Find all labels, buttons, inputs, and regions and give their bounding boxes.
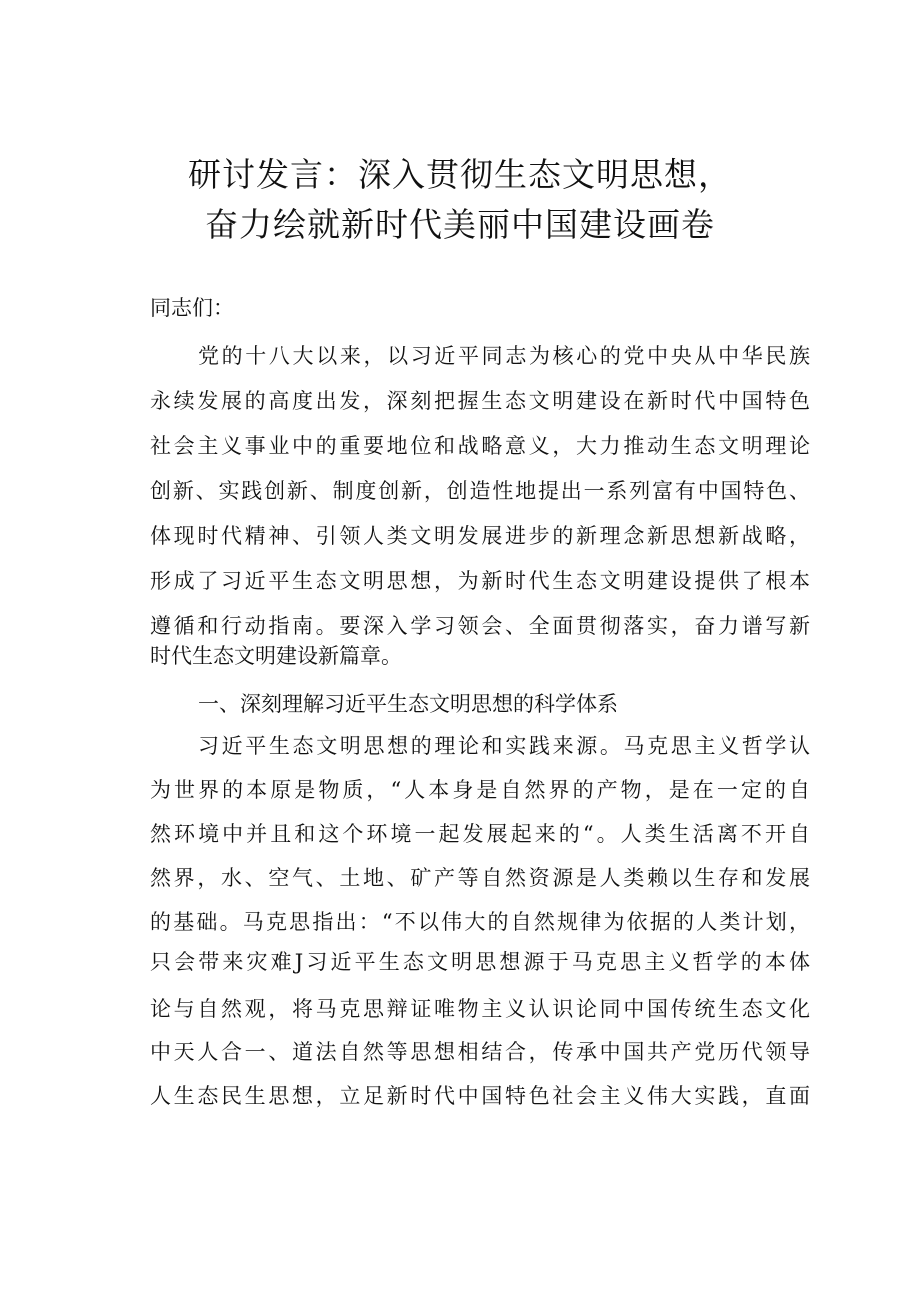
paragraph-2-line: 习近平生态文明思想的理论和实践来源。马克思主义哲学认 — [198, 734, 810, 758]
paragraph-2-line: 只会带来灾难J习近平生态文明思想源于马克思主义哲学的本体 — [150, 950, 810, 974]
paragraph-2-line: 然界，水、空气、土地、矿产等自然资源是人类赖以生存和发展 — [150, 866, 810, 890]
paragraph-1-line: 党的十八大以来，以习近平同志为核心的党中央从中华民族 — [198, 344, 810, 368]
paragraph-2-line: 人生态民生思想，立足新时代中国特色社会主义伟大实践，直面 — [150, 1084, 810, 1108]
document-title — [0, 150, 920, 250]
paragraph-2-line: 中天人合一、道法自然等思想相结合，传承中国共产党历代领导 — [150, 1040, 810, 1064]
salutation: 同志们： — [150, 296, 234, 320]
paragraph-1-line: 社会主义事业中的重要地位和战略意义，大力推动生态文明理论 — [150, 434, 810, 458]
paragraph-2-line: 为世界的本原是物质，“人本身是自然界的产物，是在一定的自 — [150, 778, 810, 802]
paragraph-1-line: 遵循和行动指南。要深入学习领会、全面贯彻落实，奋力谱写新 — [150, 614, 810, 638]
paragraph-2-line: 的基础。马克思指出：“不以伟大的自然规律为依据的人类计划， — [150, 910, 810, 934]
title-line-1: 研讨发言：深入贯彻生态文明思想， — [188, 155, 732, 194]
title-line-2: 奋力绘就新时代美丽中国建设画卷 — [205, 205, 715, 244]
paragraph-1-line: 永续发展的高度出发，深刻把握生态文明建设在新时代中国特色 — [150, 389, 810, 413]
paragraph-1-line: 创新、实践创新、制度创新，创造性地提出一系列富有中国特色、 — [150, 479, 810, 503]
paragraph-2-line: 论与自然观，将马克思辩证唯物主义认识论同中国传统生态文化 — [150, 997, 810, 1021]
paragraph-1-line: 体现时代精神、引领人类文明发展进步的新理念新思想新战略， — [150, 524, 810, 548]
paragraph-1-line: 时代生态文明建设新篇章。 — [150, 644, 402, 668]
paragraph-1-line: 形成了习近平生态文明思想，为新时代生态文明建设提供了根本 — [150, 569, 810, 593]
paragraph-2-line: 然环境中并且和这个环境一起发展起来的“。人类生活离不开自 — [150, 822, 810, 846]
section-heading: 一、深刻理解习近平生态文明思想的科学体系 — [198, 692, 618, 716]
